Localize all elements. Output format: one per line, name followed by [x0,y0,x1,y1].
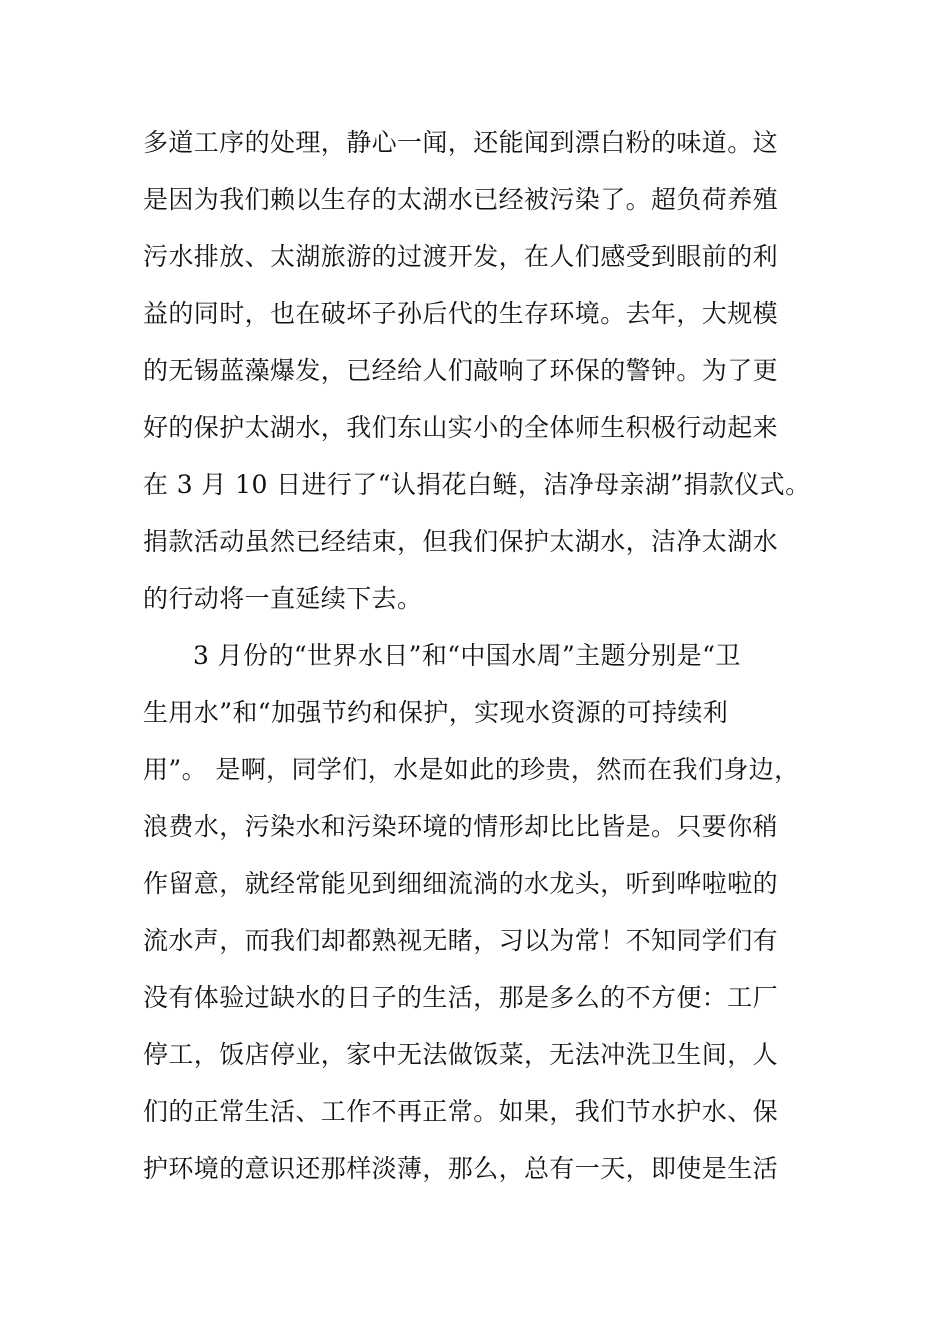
text-line: 的行动将一直延续下去。 [143,584,423,613]
text-line: 流水声，而我们却都熟视无睹，习以为常！不知同学们有 [143,926,779,955]
text-line: 用”。 是啊，同学们，水是如此的珍贵，然而在我们身边， [143,755,800,784]
text-line: 没有体验过缺水的日子的生活，那是多么的不方便：工厂 [143,983,779,1012]
text-line: 污水排放、太湖旅游的过渡开发，在人们感受到眼前的利 [143,242,779,271]
text-line: 是因为我们赖以生存的太湖水已经被污染了。超负荷养殖 [143,185,779,214]
text-line: 益的同时，也在破坏子孙后代的生存环境。去年，大规模 [143,299,779,328]
text-line: 捐款活动虽然已经结束，但我们保护太湖水，洁净太湖水 [143,527,779,556]
text-line: 3 月份的“世界水日”和“中国水周”主题分别是“卫 [193,641,741,670]
text-line: 护环境的意识还那样淡薄，那么，总有一天，即使是生活 [143,1154,779,1183]
text-line: 作留意，就经常能见到细细流淌的水龙头，听到哗啦啦的 [143,869,779,898]
text-line: 在 3 月 10 日进行了“认捐花白鲢，洁净母亲湖”捐款仪式。 [143,470,811,499]
text-line: 的无锡蓝藻爆发，已经给人们敲响了环保的警钟。为了更 [143,356,779,385]
text-line: 好的保护太湖水，我们东山实小的全体师生积极行动起来 [143,413,779,442]
text-line: 生用水”和“加强节约和保护，实现水资源的可持续利 [143,698,729,727]
text-line: 们的正常生活、工作不再正常。如果，我们节水护水、保 [143,1097,779,1126]
text-line: 多道工序的处理，静心一闻，还能闻到漂白粉的味道。这 [143,128,779,157]
text-line: 浪费水，污染水和污染环境的情形却比比皆是。只要你稍 [143,812,779,841]
text-line: 停工，饭店停业，家中无法做饭菜，无法冲洗卫生间，人 [143,1040,779,1069]
